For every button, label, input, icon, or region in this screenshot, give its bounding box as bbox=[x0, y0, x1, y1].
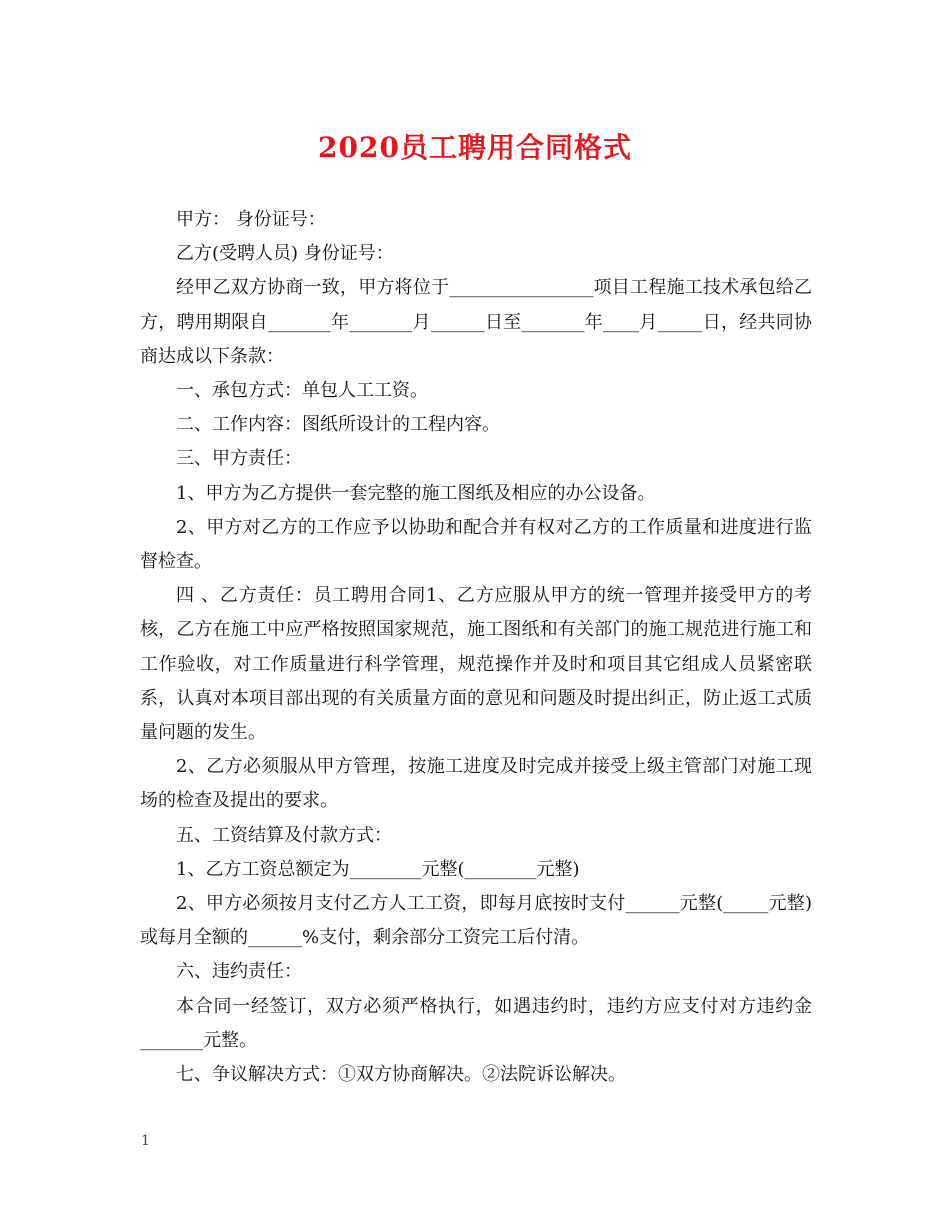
paragraph-payment-2: 2、甲方必须按月支付乙方人工工资，即每月底按时支付______元整(_____元整)或每月全额的______%支付，剩余部分工资完工后付清。 bbox=[140, 893, 812, 949]
document-body bbox=[140, 203, 812, 1092]
paragraph-party-b: 乙方(受聘人员) 身份证号： bbox=[176, 243, 394, 265]
paragraph-intro: 经甲乙双方协商一致，甲方将位于________________项目工程施工技术承包给乙方，聘用期限自_______年_______月______日至_______年____月_____日，经共同协商达成以下条款： bbox=[140, 277, 812, 367]
paragraph-payment-heading: 五、工资结算及付款方式： bbox=[176, 824, 392, 846]
paragraph-party-b-duty-2: 2、乙方必须服从甲方管理，按施工进度及时完成并接受上级主管部门对施工现场的检查及提出的要求。 bbox=[140, 756, 812, 812]
paragraph-dispute: 七、争议解决方式：①双方协商解决。②法院诉讼解决。 bbox=[176, 1064, 626, 1086]
paragraph-work-content: 二、工作内容：图纸所设计的工程内容。 bbox=[176, 414, 500, 436]
paragraph-party-a-duty-heading: 三、甲方责任： bbox=[176, 448, 302, 470]
paragraph-party-a: 甲方： 身份证号： bbox=[176, 209, 326, 230]
paragraph-contract-method: 一、承包方式：单包人工工资。 bbox=[176, 380, 428, 402]
document-title: 2020员工聘用合同格式 bbox=[318, 131, 632, 164]
paragraph-breach-text: 本合同一经签订，双方必须严格执行，如遇违约时，违约方应支付对方违约金_______元整。 bbox=[140, 995, 812, 1051]
page-number: 1 bbox=[141, 1133, 150, 1149]
paragraph-breach-heading: 六、违约责任： bbox=[176, 961, 302, 983]
paragraph-payment-1: 1、乙方工资总额定为________元整(________元整) bbox=[176, 858, 580, 880]
paragraph-party-a-duty-2: 2、甲方对乙方的工作应予以协助和配合并有权对乙方的工作质量和进度进行监督检查。 bbox=[140, 516, 812, 573]
paragraph-party-b-duty-1: 四 、乙方责任：员工聘用合同1、乙方应服从甲方的统一管理并接受甲方的考核，乙方在施工中应严格按照国家规范，施工图纸和有关部门的施工规范进行施工和工作验收，对工作质量进行科学管理，规范操作并及时和项目其它组成人员紧密联系，认真对本项目部出现的有关质量方面的意见和问题及时提出纠正，防止返工式质量问题的发生。 bbox=[140, 585, 812, 744]
paragraph-party-a-duty-1: 1、甲方为乙方提供一套完整的施工图纸及相应的办公设备。 bbox=[176, 482, 656, 504]
